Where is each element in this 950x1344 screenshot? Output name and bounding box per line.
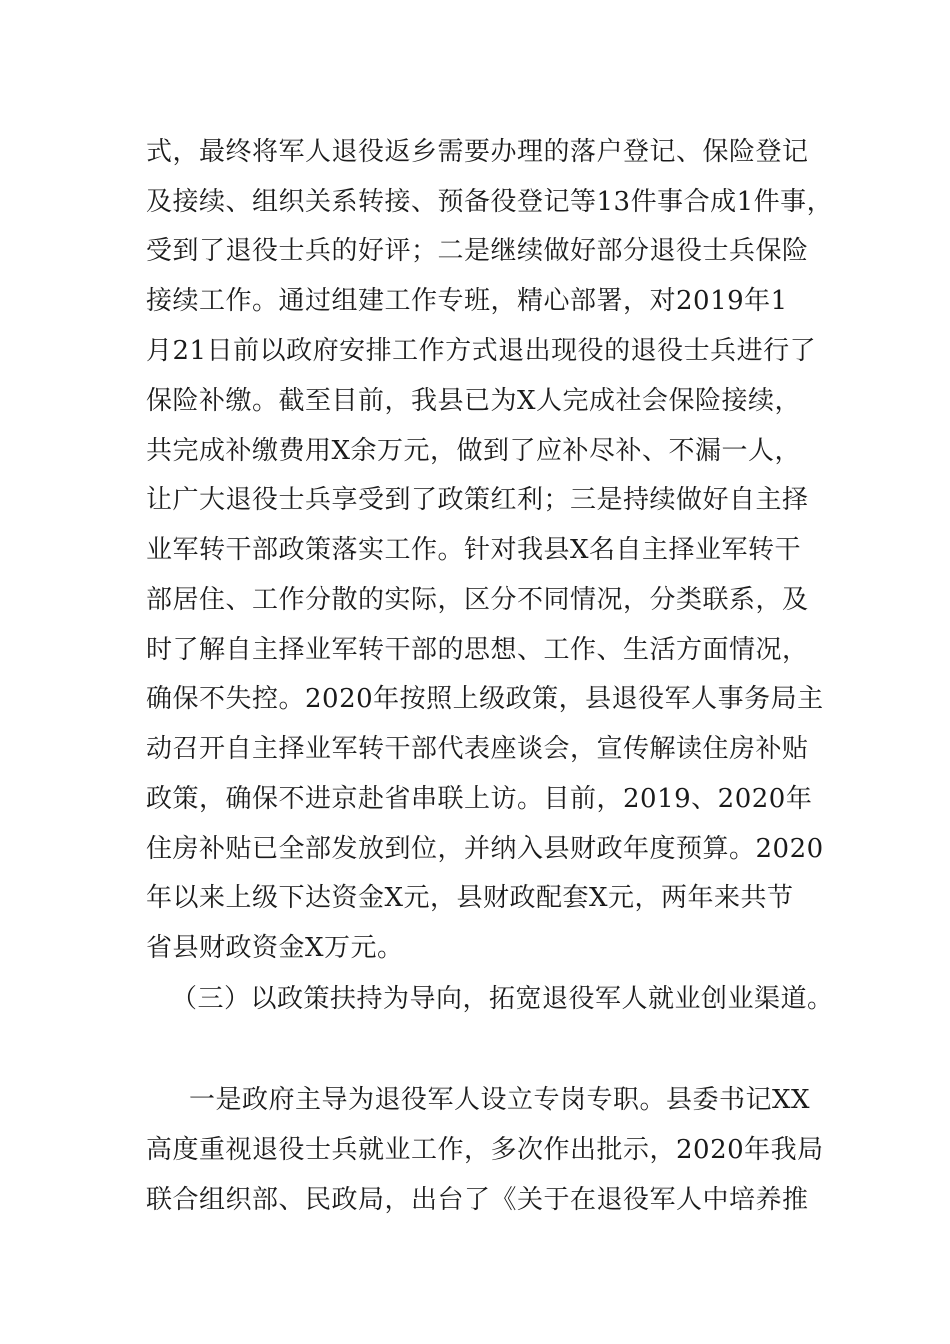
paragraph-line: 月21日前以政府安排工作方式退出现役的退役士兵进行了 — [146, 336, 817, 366]
paragraph-line: 省县财政资金X万元。 — [146, 933, 404, 963]
paragraph-line: 确保不失控。2020年按照上级政策，县退役军人事务局主 — [146, 684, 824, 714]
paragraph-line: 住房补贴已全部发放到位，并纳入县财政年度预算。2020 — [146, 834, 824, 864]
paragraph-line: 及接续、组织关系转接、预备役登记等13件事合成1件事， — [146, 187, 834, 217]
paragraph-line: 业军转干部政策落实工作。针对我县X名自主择业军转干 — [146, 535, 802, 565]
paragraph-line: 动召开自主择业军转干部代表座谈会，宣传解读住房补贴 — [146, 734, 809, 764]
paragraph-line: 部居住、工作分散的实际，区分不同情况，分类联系，及 — [146, 585, 809, 615]
paragraph-line: 接续工作。通过组建工作专班，精心部署，对2019年1 — [146, 286, 788, 316]
paragraph-line: 保险补缴。截至目前，我县已为X人完成社会保险接续， — [146, 386, 802, 416]
paragraph-line: 一是政府主导为退役军人设立专岗专职。县委书记XX — [189, 1085, 811, 1115]
paragraph-line: 共完成补缴费用X余万元，做到了应补尽补、不漏一人， — [146, 436, 802, 466]
paragraph-line: 高度重视退役士兵就业工作，多次作出批示，2020年我局 — [146, 1135, 824, 1165]
paragraph-line: 受到了退役士兵的好评；二是继续做好部分退役士兵保险 — [146, 236, 809, 266]
paragraph-line: 让广大退役士兵享受到了政策红利；三是持续做好自主择 — [146, 485, 809, 515]
paragraph-line: 式，最终将军人退役返乡需要办理的落户登记、保险登记 — [146, 137, 809, 167]
paragraph-line: 联合组织部、民政局，出台了《关于在退役军人中培养推 — [146, 1185, 809, 1215]
paragraph-line: 年以来上级下达资金X元，县财政配套X元，两年来共节 — [146, 883, 794, 913]
paragraph-line: 政策，确保不进京赴省串联上访。目前，2019、2020年 — [146, 784, 813, 814]
section-heading: （三）以政策扶持为导向，拓宽退役军人就业创业渠道。 — [171, 984, 834, 1014]
paragraph-line: 时了解自主择业军转干部的思想、工作、生活方面情况， — [146, 635, 809, 665]
